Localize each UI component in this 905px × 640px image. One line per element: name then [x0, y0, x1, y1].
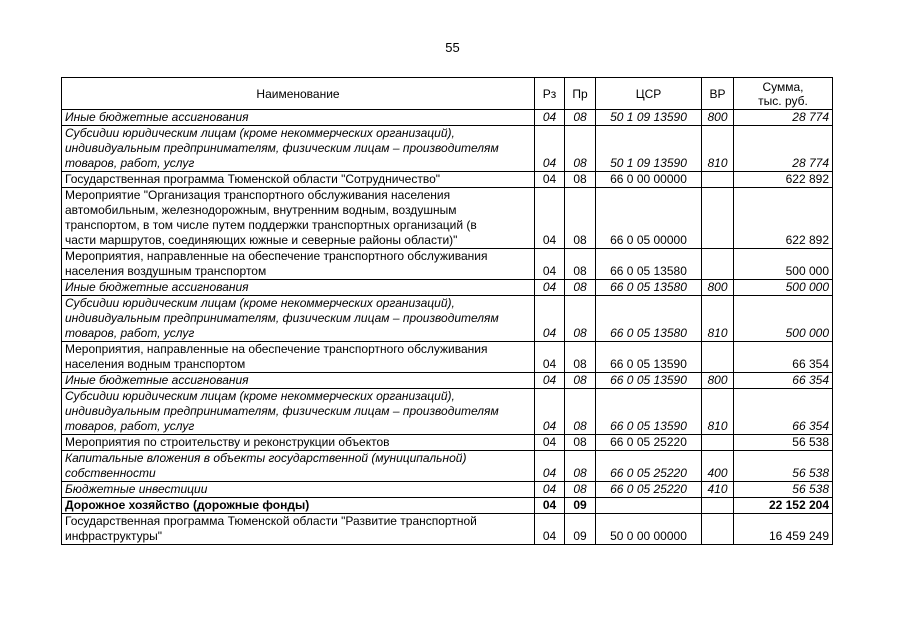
cell-pr: 08: [565, 249, 596, 280]
cell-rz: 04: [535, 126, 565, 172]
table-row: [62, 172, 833, 188]
cell-name-line: Мероприятия, направленные на обеспечение транспортного обслуживания: [65, 342, 488, 356]
header-pr: Пр: [565, 78, 596, 110]
cell-name: [62, 435, 535, 451]
cell-name-line: товаров, работ, услуг: [65, 156, 195, 170]
cell-name-line: автомобильным, железнодорожным, внутренним водным, воздушным: [65, 203, 457, 217]
cell-vr: 810: [702, 296, 734, 342]
cell-name: [62, 296, 535, 342]
cell-name-line: товаров, работ, услуг: [65, 419, 195, 433]
cell-sum: 622 892: [734, 172, 833, 188]
cell-pr: 08: [565, 126, 596, 172]
cell-vr: [702, 514, 734, 545]
cell-name-line: Иные бюджетные ассигнования: [65, 110, 249, 124]
cell-rz: 04: [535, 482, 565, 498]
cell-vr: [702, 342, 734, 373]
cell-name: [62, 389, 535, 435]
header-sum: [734, 78, 833, 110]
cell-vr: [702, 172, 734, 188]
cell-csr: 66 0 05 13580: [596, 296, 702, 342]
table-row: [62, 514, 833, 545]
cell-name: [62, 172, 535, 188]
table-row: [62, 389, 833, 435]
cell-csr: 66 0 00 00000: [596, 172, 702, 188]
cell-pr: 08: [565, 280, 596, 296]
cell-sum: 22 152 204: [734, 498, 833, 514]
cell-rz: 04: [535, 280, 565, 296]
cell-sum: 622 892: [734, 188, 833, 249]
table-row: [62, 435, 833, 451]
cell-name: [62, 126, 535, 172]
cell-vr: 800: [702, 110, 734, 126]
cell-sum: 56 538: [734, 451, 833, 482]
table-body: [62, 110, 833, 545]
cell-name-line: Иные бюджетные ассигнования: [65, 280, 249, 294]
cell-pr: 08: [565, 172, 596, 188]
cell-name-line: Субсидии юридическим лицам (кроме некоммерческих организаций),: [65, 126, 455, 140]
cell-sum: 56 538: [734, 435, 833, 451]
table-row: [62, 482, 833, 498]
cell-pr: 08: [565, 435, 596, 451]
cell-pr: 08: [565, 188, 596, 249]
cell-rz: 04: [535, 110, 565, 126]
cell-name-line: Мероприятия по строительству и реконструкции объектов: [65, 435, 390, 449]
cell-name: [62, 482, 535, 498]
cell-sum: 66 354: [734, 373, 833, 389]
cell-name-line: товаров, работ, услуг: [65, 326, 195, 340]
cell-vr: [702, 249, 734, 280]
cell-pr: 08: [565, 296, 596, 342]
cell-name: [62, 373, 535, 389]
cell-csr: [596, 498, 702, 514]
cell-rz: 04: [535, 435, 565, 451]
table-row: [62, 249, 833, 280]
header-rz: Рз: [535, 78, 565, 110]
cell-name-line: Мероприятия, направленные на обеспечение транспортного обслуживания: [65, 249, 488, 263]
cell-name: [62, 451, 535, 482]
table-row: [62, 342, 833, 373]
cell-pr: 08: [565, 389, 596, 435]
cell-sum: 66 354: [734, 389, 833, 435]
header-sum-line1: Сумма,: [762, 79, 804, 94]
budget-table: [61, 77, 833, 545]
cell-rz: 04: [535, 249, 565, 280]
cell-vr: 410: [702, 482, 734, 498]
cell-rz: 04: [535, 296, 565, 342]
cell-rz: 04: [535, 498, 565, 514]
cell-csr: 66 0 05 13590: [596, 342, 702, 373]
table-row: [62, 296, 833, 342]
cell-vr: 800: [702, 280, 734, 296]
cell-vr: 810: [702, 389, 734, 435]
cell-rz: 04: [535, 514, 565, 545]
cell-pr: 08: [565, 451, 596, 482]
cell-rz: 04: [535, 172, 565, 188]
table-row: [62, 110, 833, 126]
page-number: 55: [445, 40, 460, 55]
cell-name-line: инфраструктуры": [65, 529, 163, 543]
cell-name-line: части маршрутов, соединяющих южные и северные районы области)": [65, 233, 458, 247]
table-row: [62, 280, 833, 296]
cell-pr: 08: [565, 482, 596, 498]
cell-vr: [702, 188, 734, 249]
cell-name-line: индивидуальным предпринимателям, физическим лицам – производителям: [65, 404, 499, 418]
cell-name-line: населения воздушным транспортом: [65, 264, 267, 278]
cell-csr: 50 1 09 13590: [596, 126, 702, 172]
cell-name: [62, 280, 535, 296]
cell-vr: [702, 435, 734, 451]
cell-name-line: собственности: [65, 466, 156, 480]
cell-sum: 56 538: [734, 482, 833, 498]
cell-name: [62, 514, 535, 545]
table-header-row: [62, 78, 833, 110]
cell-name: [62, 188, 535, 249]
cell-rz: 04: [535, 342, 565, 373]
cell-sum: 500 000: [734, 280, 833, 296]
cell-csr: 50 1 09 13590: [596, 110, 702, 126]
table-row: [62, 188, 833, 249]
cell-csr: 66 0 05 13590: [596, 373, 702, 389]
cell-csr: 50 0 00 00000: [596, 514, 702, 545]
header-name: Наименование: [62, 78, 535, 110]
cell-name-line: Субсидии юридическим лицам (кроме некоммерческих организаций),: [65, 389, 455, 403]
cell-rz: 04: [535, 188, 565, 249]
cell-name-line: транспортом, в том числе путем поддержки транспортных организаций (в: [65, 218, 477, 232]
cell-name-line: Капитальные вложения в объекты государственной (муниципальной): [65, 451, 467, 465]
cell-csr: 66 0 05 25220: [596, 435, 702, 451]
cell-csr: 66 0 05 25220: [596, 482, 702, 498]
cell-vr: [702, 498, 734, 514]
header-sum-line2: тыс. руб.: [758, 93, 808, 108]
cell-pr: 09: [565, 498, 596, 514]
cell-csr: 66 0 05 13590: [596, 389, 702, 435]
cell-rz: 04: [535, 451, 565, 482]
cell-pr: 08: [565, 373, 596, 389]
cell-name-line: индивидуальным предпринимателям, физическим лицам – производителям: [65, 311, 499, 325]
cell-name-line: Государственная программа Тюменской области "Развитие транспортной: [65, 514, 477, 528]
cell-csr: 66 0 05 25220: [596, 451, 702, 482]
cell-name-line: Иные бюджетные ассигнования: [65, 373, 249, 387]
cell-csr: 66 0 05 13580: [596, 249, 702, 280]
table-row: [62, 451, 833, 482]
table-row: [62, 373, 833, 389]
cell-sum: 500 000: [734, 249, 833, 280]
cell-pr: 09: [565, 514, 596, 545]
cell-name-line: Дорожное хозяйство (дорожные фонды): [65, 498, 310, 512]
cell-name-line: Субсидии юридическим лицам (кроме некоммерческих организаций),: [65, 296, 455, 310]
cell-sum: 28 774: [734, 126, 833, 172]
header-vr: ВР: [702, 78, 734, 110]
cell-name: [62, 110, 535, 126]
cell-name: [62, 342, 535, 373]
cell-vr: 810: [702, 126, 734, 172]
cell-name-line: Мероприятие "Организация транспортного обслуживания населения: [65, 188, 451, 202]
cell-name-line: Государственная программа Тюменской области "Сотрудничество": [65, 172, 440, 186]
cell-rz: 04: [535, 373, 565, 389]
cell-pr: 08: [565, 110, 596, 126]
cell-sum: 66 354: [734, 342, 833, 373]
table-row: [62, 498, 833, 514]
cell-name-line: индивидуальным предпринимателям, физическим лицам – производителям: [65, 141, 499, 155]
cell-csr: 66 0 05 00000: [596, 188, 702, 249]
cell-name: [62, 249, 535, 280]
cell-vr: 800: [702, 373, 734, 389]
header-csr: ЦСР: [596, 78, 702, 110]
cell-sum: 16 459 249: [734, 514, 833, 545]
cell-csr: 66 0 05 13580: [596, 280, 702, 296]
cell-name-line: населения водным транспортом: [65, 357, 246, 371]
cell-vr: 400: [702, 451, 734, 482]
cell-rz: 04: [535, 389, 565, 435]
cell-sum: 500 000: [734, 296, 833, 342]
cell-sum: 28 774: [734, 110, 833, 126]
cell-name: [62, 498, 535, 514]
cell-pr: 08: [565, 342, 596, 373]
table-row: [62, 126, 833, 172]
cell-name-line: Бюджетные инвестиции: [65, 482, 208, 496]
